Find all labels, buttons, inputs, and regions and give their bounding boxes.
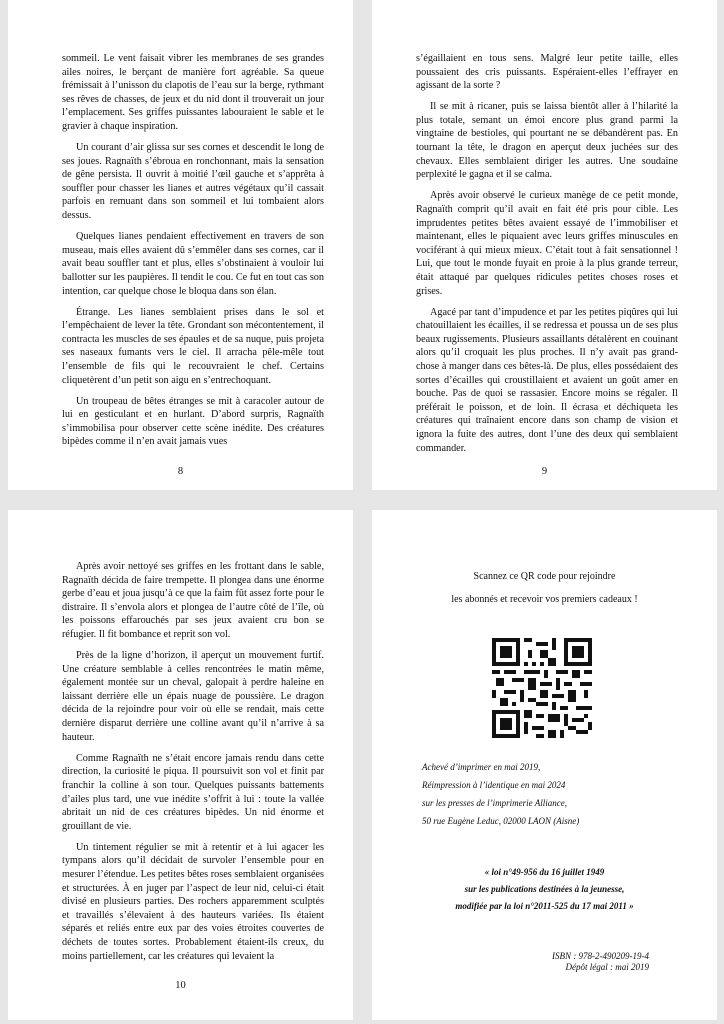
printing-line: Achevé d’imprimer en mai 2019,	[422, 762, 541, 772]
page-number: 9	[541, 466, 548, 477]
printing-info	[422, 758, 579, 830]
printing-line: 50 rue Eugène Leduc, 02000 LAON (Aisne)	[422, 816, 580, 826]
page-8-text	[62, 52, 324, 457]
paragraph: Agacé par tant d’impudence et par les petites piqûres qui lui chatouillaient les écailles, il se redressa et poussa un de ses plus beaux rugissements. Plusieurs assaillants détalèrent en couinant alors qu’il croquait les plus proches. Il n’y avait pas grand-chose à manger dans ces bêtes-là. De plus, elles possédaient des sortes d’écailles qui croustillaient et avaient un goût amer en bouche. Pas de quoi se rassasier. Encore moins se régaler. Il préférait le poisson, et de loin. Il écrasa et déchiqueta les créatures qui traînaient encore dans son champ de vision et ignora la fuite des autres, dont l’une des deux qui semblaient commander.	[416, 306, 678, 454]
legal-line: « loi n°49-956 du 16 juillet 1949	[484, 867, 605, 877]
page-9-text	[416, 52, 678, 463]
printing-line: sur les presses de l’imprimerie Alliance,	[422, 798, 567, 808]
legal-notice	[372, 864, 717, 915]
paragraph: Après avoir observé le curieux manège de ce petit monde, Ragnaïth comprit qu’il avait en fait été pris pour cible. Les imprudentes petites bêtes avaient essayé de l’immobiliser et maintenant, elles le piquaient avec leurs griffes minuscules en vociférant à qui mieux mieux. C’était tout à fait sensationnel ! Lui, que tout le monde fuyait en proie à la plus grande terreur, était attaqué par quelques ridicules petites choses roses et grises.	[416, 190, 678, 297]
qr-caption: Scannez ce QR code pour rejoindre	[473, 571, 616, 582]
paragraph: Après avoir nettoyé ses griffes en les frottant dans le sable, Ragnaïth décida de faire trempette. Il plongea dans une énorme gerbe d’eau et joua jusqu’à ce que la faim fût assez forte pour le distraire. Il s’envola alors et plongea de l’autre côté de l’île, où les poissons effarouchés par ses jeux avaient cru bon se réfugier. Il fit bombance et reprit son vol.	[62, 561, 324, 640]
paragraph: Quelques lianes pendaient effectivement en travers de son museau, mais elles avaient dû s’emmêler dans ses cornes, car il avait beau souffler tant et plus, elles s’obstinaient à vouloir lui ballotter sur les paupières. Il tendit le cou. Ce fut en tout cas son intention, car quelque chose le bloqua dans son élan.	[62, 231, 324, 297]
page-10	[8, 510, 353, 1020]
printing-line: Réimpression à l’identique en mai 2024	[422, 780, 566, 790]
paragraph: Comme Ragnaïth ne s’était encore jamais rendu dans cette direction, la curiosité le piqua. Il poursuivit son vol et finit par franchir la colline à son tour. Quelques puissants battements d’ailes plus tard, une vue inédite s’offrit à lui : toute la vallée abritait un nid de ces créatures bipèdes. Un nid énorme et grouillant de vie.	[62, 752, 324, 832]
page-9	[372, 0, 717, 490]
legal-deposit: Dépôt légal : mai 2019	[565, 962, 649, 972]
paragraph: Un troupeau de bêtes étranges se mit à caracoler autour de lui en gesticulant et en hurlant. D’abord surpris, Ragnaïth s’immobilisa pour observer cette scène inédite. Des créatures bipèdes comme il n’en avait jamais vues	[62, 395, 324, 448]
page-number: 10	[175, 980, 186, 991]
page-8	[8, 0, 353, 490]
qr-caption: les abonnés et recevoir vos premiers cadeaux !	[451, 594, 638, 605]
paragraph: sommeil. Le vent faisait vibrer les membranes de ses grandes ailes noires, le berçant de manière fort agréable. Sa queue frémissait à l’unisson du clapotis de l’eau sur la berge, rythmant ses rêves de chasses, de jeux et du nid dont il trouverait un jour l’emplacement. Ses griffes puissantes labouraient le sable et le gravier à chaque inspiration.	[62, 53, 324, 132]
isbn: ISBN : 978-2-490209-19-4	[552, 951, 649, 961]
paragraph: Étrange. Les lianes semblaient prises dans le sol et l’empêchaient de lever la tête. Grondant son mécontentement, il contracta les muscles de ses épaules et de sa nuque, puis projeta ses naseaux fumants vers le ciel. Il arracha pêle-mêle tout l’ensemble de fils qui le recouvraient le chef. Certains cliquetèrent d’un petit son aigu en s’entrechoquant.	[62, 306, 324, 386]
isbn-block	[552, 951, 649, 973]
page-number: 8	[177, 466, 184, 477]
legal-line: sur les publications destinées à la jeunesse,	[464, 884, 625, 894]
paragraph: Un courant d’air glissa sur ses cornes et descendit le long de ses joues. Ragnaïth s’ébroua en ronchonnant, mais la sensation de gêne persista. Il ouvrit à moitié l’œil gauche et s’apprêta à souffler pour chasser les lianes et autres végétaux qu’il cassait parfois en remuant dans son sommeil et lui tombaient alors dessus.	[62, 142, 324, 222]
qr-code-icon[interactable]	[492, 638, 592, 738]
page-10-text	[62, 560, 324, 971]
paragraph: s’égaillaient en tous sens. Malgré leur petite taille, elles poussaient des cris puissants. Espéraient-elles l’effrayer en agissant de la sorte ?	[416, 53, 678, 92]
colophon-page	[372, 510, 717, 1020]
paragraph: Il se mit à ricaner, puis se laissa bientôt aller à l’hilarité la plus totale, semant un émoi encore plus grand parmi la vingtaine de bestioles, qui pourtant ne se débandèrent pas. En tournant la tête, le dragon en aperçut deux juchées sur des chevaux. Elles semblaient diriger les autres. Une soudaine perplexité le gagna et il se calma.	[416, 101, 678, 181]
legal-line: modifiée par la loi n°2011-525 du 17 mai 2011 »	[455, 901, 634, 911]
paragraph: Près de la ligne d’horizon, il aperçut un mouvement furtif. Une créature semblable à celles rencontrées le matin même, également montée sur un cheval, galopait à perdre haleine en laissant derrière elle un épais nuage de poussière. Le dragon décida de la rejoindre pour voir où elle se rendait, mais cette dernière disparut derrière une colline avant qu’il n’arrive à sa hauteur.	[62, 650, 324, 743]
paragraph: Un tintement régulier se mit à retentir et à lui agacer les tympans alors qu’il décidait de survoler l’ensemble pour en mesurer l’étendue. Les petites bêtes roses semblaient organisées et structurées. À en juger par l’aspect de leur nid, celui-ci était divisé en plusieurs parties. Des rochers apparemment sculptés et travaillés s’élevaient à des hauteurs variées. Ils étaient séparés et reliés entre eux par des voies étroites couvertes de déchets de toutes sortes. Probablement étaient-ils creux, du moins partiellement, car les créatures qui levaient la	[62, 841, 324, 962]
